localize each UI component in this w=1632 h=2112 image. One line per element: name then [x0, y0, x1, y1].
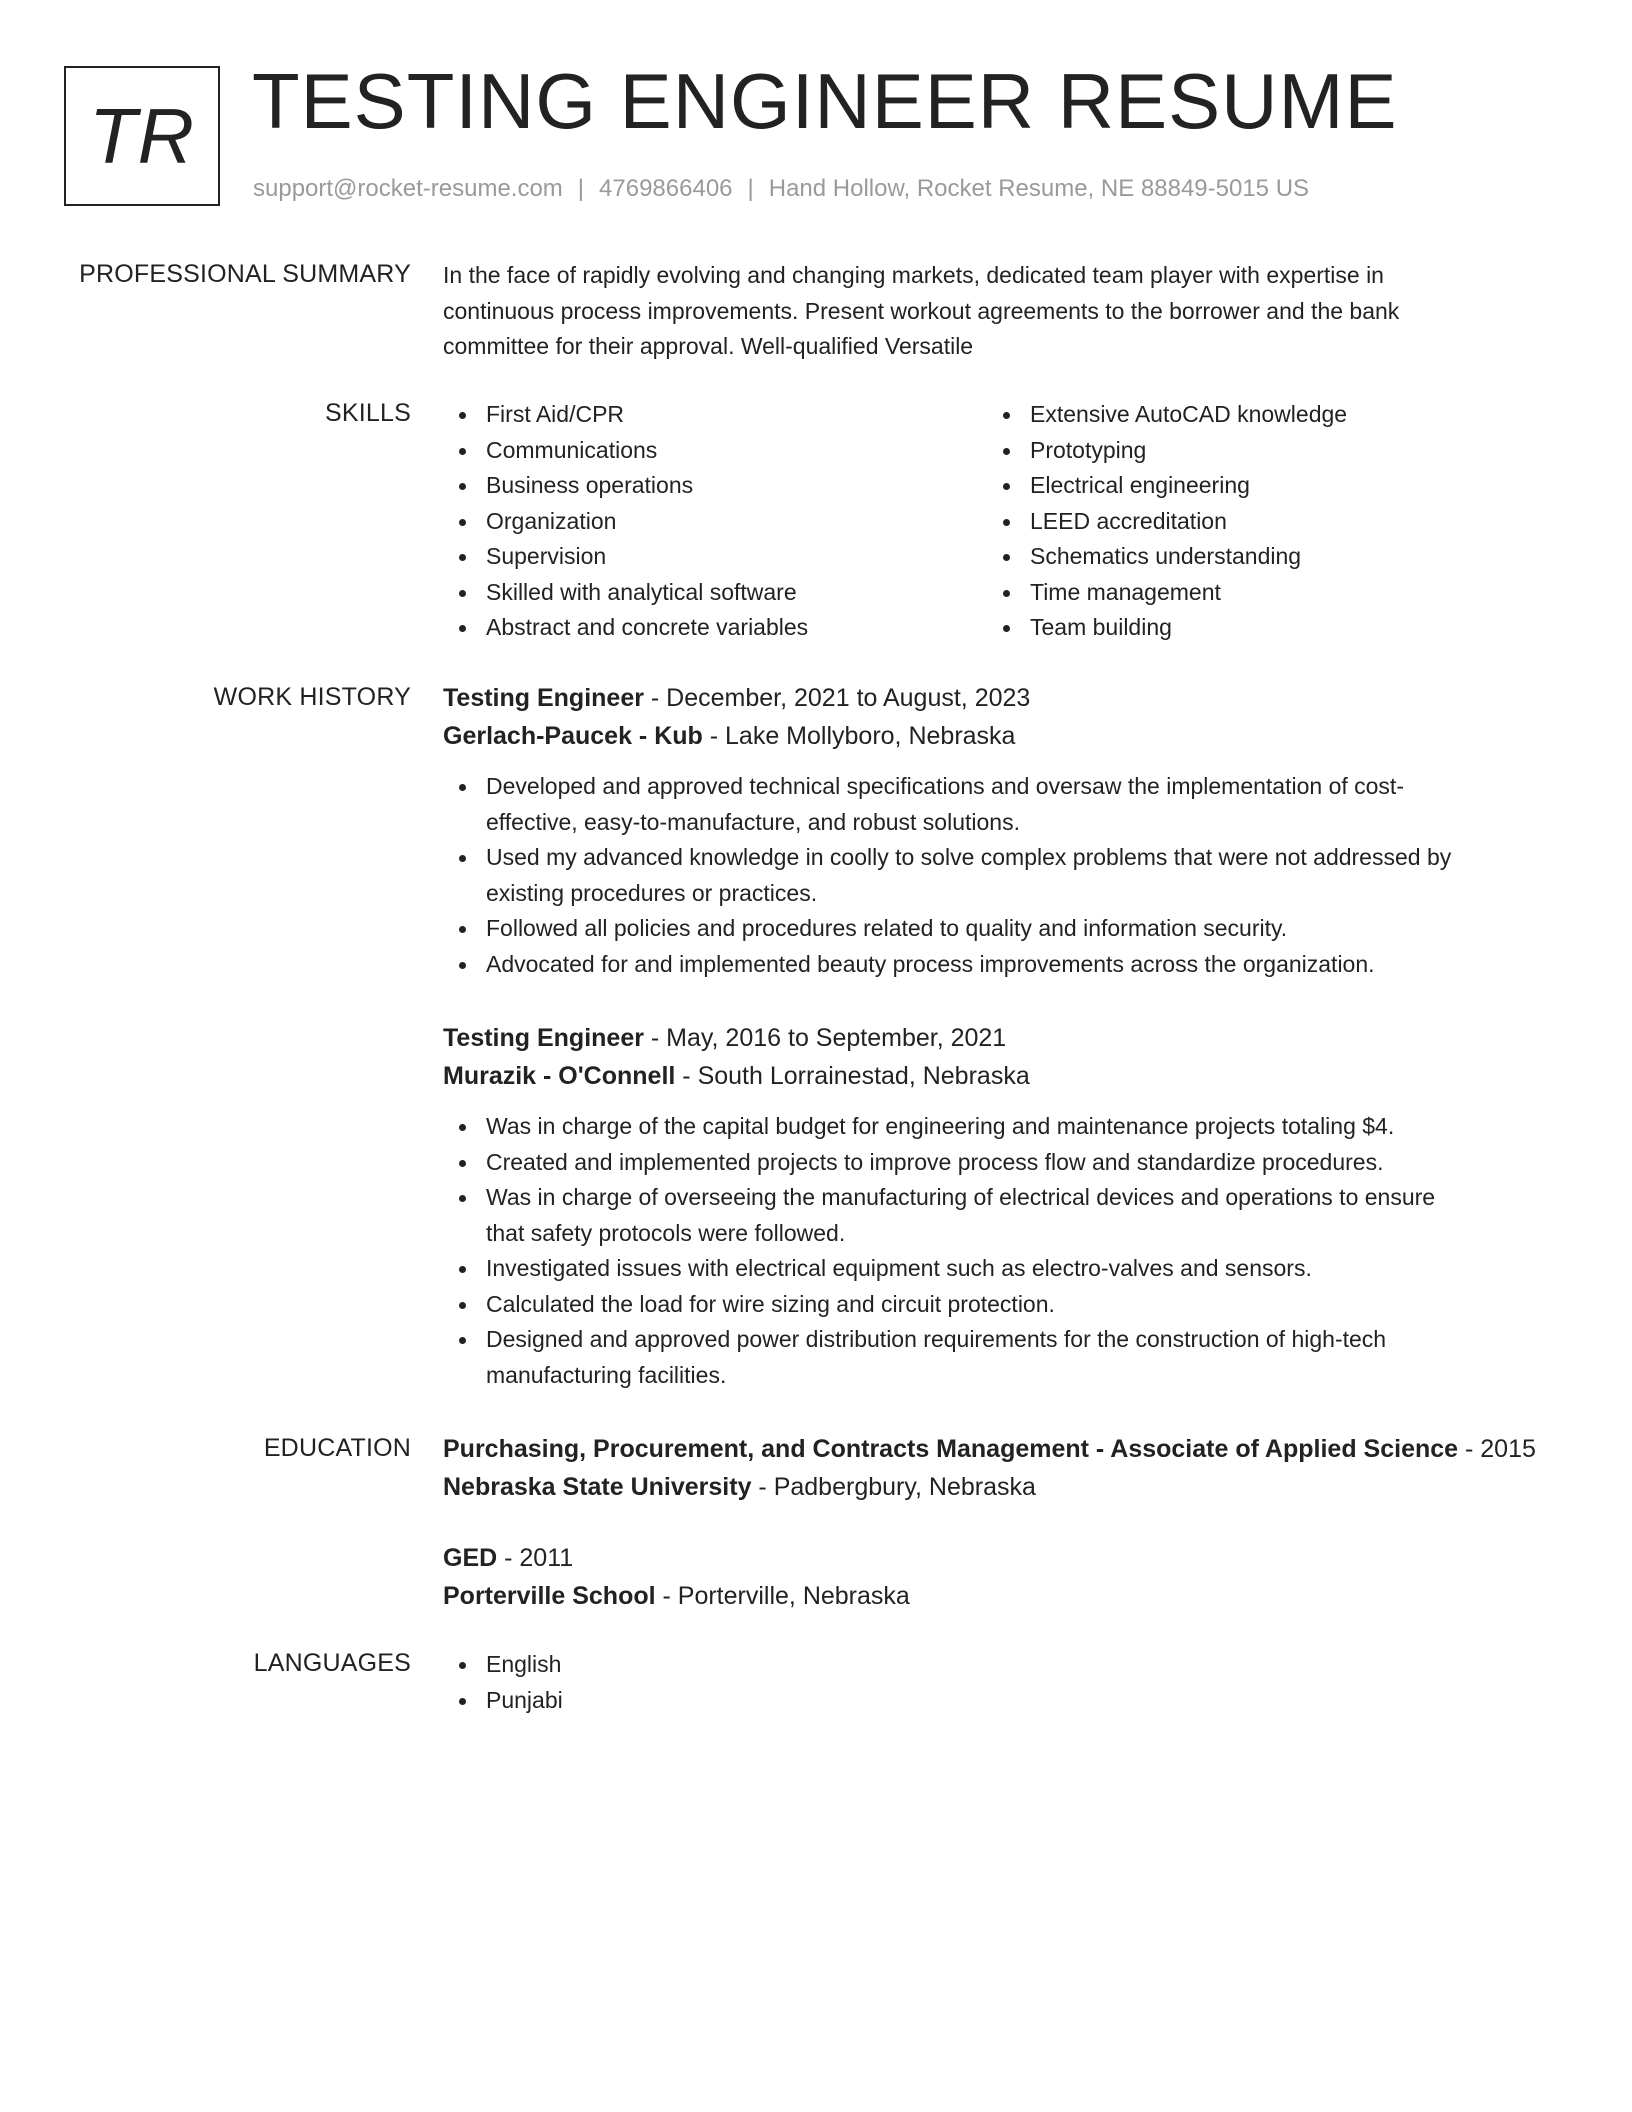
education-degree-line [443, 1539, 1553, 1577]
section-label-work-history: WORK HISTORY [213, 683, 411, 711]
contact-separator: | [747, 175, 754, 202]
job-duty [486, 1180, 1553, 1251]
skill-item: First Aid/CPR [486, 397, 987, 433]
skill-item: Prototyping [1030, 433, 1531, 469]
job-duty-line: Advocated for and implemented beauty process improvements across the organization. [486, 950, 1375, 977]
skills-grid [443, 397, 1553, 646]
skill-item: Team building [1030, 610, 1531, 646]
job-duties-list [443, 1109, 1553, 1393]
job-title: Testing Engineer [443, 684, 644, 712]
education-school: Nebraska State University [443, 1473, 752, 1501]
job-title-line [443, 1019, 1553, 1057]
job-company: Gerlach-Paucek - Kub [443, 722, 703, 750]
job-duty-line: Developed and approved technical specifications and oversaw the implementation of cost- [486, 773, 1404, 799]
education-entry [443, 1430, 1553, 1506]
skill-item: Time management [1030, 575, 1531, 611]
summary-line: continuous process improvements. Present workout agreements to the borrower and the bank [443, 297, 1400, 324]
skills-body [443, 397, 1553, 646]
job-dates: - December, 2021 to August, 2023 [643, 684, 1031, 712]
job-duty-line: existing procedures or practices. [486, 879, 818, 906]
education-location: - Padbergbury, Nebraska [751, 1473, 1036, 1501]
job-location: - Lake Mollyboro, Nebraska [702, 722, 1016, 750]
job-duty [486, 840, 1553, 911]
languages-body [443, 1647, 1553, 1718]
skill-item: Skilled with analytical software [486, 575, 987, 611]
job-duty-line: Used my advanced knowledge in coolly to solve complex problems that were not addressed by [486, 844, 1452, 870]
job-duty-line: Created and implemented projects to improve process flow and standardize procedures. [486, 1148, 1384, 1175]
job-company: Murazik - O'Connell [443, 1062, 676, 1090]
education-year: - 2015 [1458, 1435, 1536, 1463]
job-duty-line: Calculated the load for wire sizing and circuit protection. [486, 1290, 1055, 1317]
job-duty-line: Was in charge of overseeing the manufacturing of electrical devices and operations to ensure [486, 1184, 1436, 1210]
job-duty [486, 1145, 1553, 1181]
skill-item: Communications [486, 433, 987, 469]
job-duty-line: Designed and approved power distribution requirements for the construction of high-tech [486, 1326, 1387, 1352]
section-label-summary: PROFESSIONAL SUMMARY [79, 260, 411, 288]
job-dates: - May, 2016 to September, 2021 [643, 1024, 1007, 1052]
summary-body [443, 258, 1553, 365]
section-label-education: EDUCATION [263, 1434, 411, 1462]
job-entry [443, 679, 1553, 982]
job-duty-line: Investigated issues with electrical equipment such as electro-valves and sensors. [486, 1255, 1312, 1281]
skill-item: LEED accreditation [1030, 504, 1531, 540]
job-title-line [443, 679, 1553, 717]
skill-item: Electrical engineering [1030, 468, 1531, 504]
summary-text [443, 258, 1553, 365]
languages-list [443, 1647, 1553, 1718]
education-school-line [443, 1468, 1553, 1506]
job-duty [486, 769, 1553, 840]
contact-phone: 4769866406 [599, 175, 733, 202]
summary-line: committee for their approval. Well-qualified Versatile [443, 333, 974, 359]
language-item: Punjabi [486, 1683, 1553, 1719]
contact-line [253, 172, 1309, 206]
summary-line: In the face of rapidly evolving and changing markets, dedicated team player with expertise in [443, 262, 1384, 288]
skills-list-right [987, 397, 1531, 646]
section-label-languages: LANGUAGES [253, 1649, 411, 1677]
resume-title: TESTING ENGINEER RESUME [252, 57, 1398, 145]
skill-item: Business operations [486, 468, 987, 504]
skill-item: Schematics understanding [1030, 539, 1531, 575]
job-duty [486, 1251, 1553, 1287]
job-duty [486, 911, 1553, 947]
skills-column-left [443, 397, 987, 646]
education-degree-line [443, 1430, 1553, 1468]
skills-list-left [443, 397, 987, 646]
job-location: - South Lorrainestad, Nebraska [675, 1062, 1030, 1090]
job-duty [486, 947, 1553, 983]
education-year: - 2011 [497, 1544, 574, 1572]
section-label-skills: SKILLS [325, 399, 411, 427]
education-entry [443, 1539, 1553, 1615]
job-duty [486, 1322, 1553, 1393]
job-duty [486, 1287, 1553, 1323]
job-duty [486, 1109, 1553, 1145]
education-location: - Porterville, Nebraska [655, 1582, 910, 1610]
job-duty-line: that safety protocols were followed. [486, 1219, 846, 1246]
skills-column-right [987, 397, 1531, 646]
job-company-line [443, 1057, 1553, 1095]
education-school-line [443, 1577, 1553, 1615]
job-entry [443, 1019, 1553, 1393]
contact-email: support@rocket-resume.com [253, 175, 563, 202]
monogram-box [64, 66, 220, 206]
job-title: Testing Engineer [443, 1024, 644, 1052]
language-item: English [486, 1647, 1553, 1683]
education-school: Porterville School [443, 1582, 656, 1610]
monogram-initials: TR [89, 91, 195, 180]
job-duty-line: Was in charge of the capital budget for engineering and maintenance projects totaling $4. [486, 1113, 1395, 1139]
education-degree: Purchasing, Procurement, and Contracts Management - Associate of Applied Science [443, 1435, 1459, 1463]
skill-item: Organization [486, 504, 987, 540]
skill-item: Abstract and concrete variables [486, 610, 987, 646]
skill-item: Supervision [486, 539, 987, 575]
job-duty-line: Followed all policies and procedures related to quality and information security. [486, 915, 1288, 941]
skill-item: Extensive AutoCAD knowledge [1030, 397, 1531, 433]
education-degree: GED [443, 1544, 498, 1572]
contact-address: Hand Hollow, Rocket Resume, NE 88849-5015 US [768, 175, 1310, 202]
contact-separator: | [577, 175, 585, 202]
job-company-line [443, 717, 1553, 755]
job-duties-list [443, 769, 1553, 982]
job-duty-line: effective, easy-to-manufacture, and robust solutions. [486, 808, 1020, 835]
job-duty-line: manufacturing facilities. [486, 1361, 727, 1388]
